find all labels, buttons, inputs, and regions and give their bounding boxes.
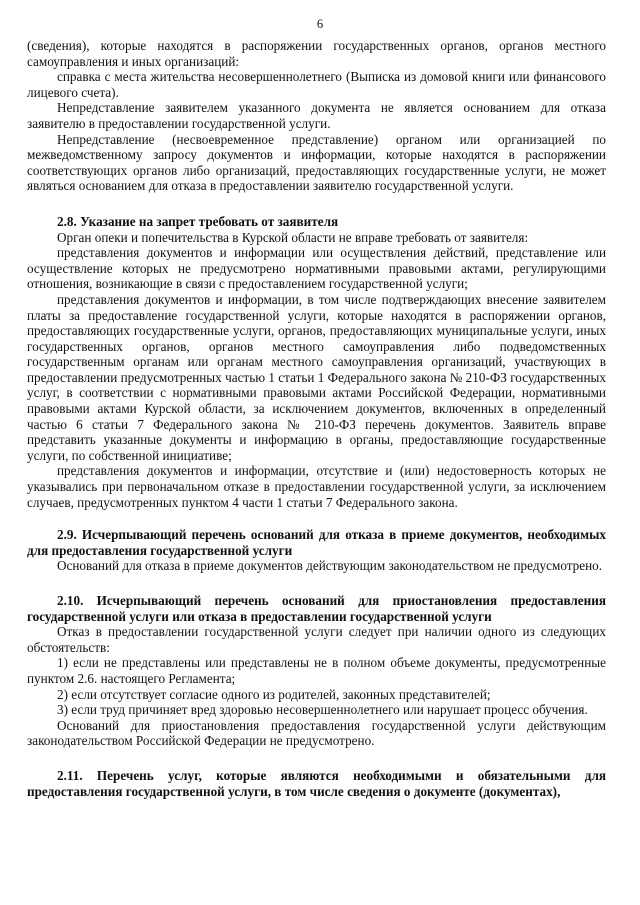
section-heading-2-8: 2.8. Указание на запрет требовать от заявителя [57,213,339,229]
paragraph: справка с места жительства несовершеннолетнего (Выписка из домовой книги или финансового лицевого счета). [27,69,606,100]
paragraph: Орган опеки и попечительства в Курской области не вправе требовать от заявителя: [57,229,529,245]
paragraph: представления документов и информации, отсутствие и (или) недостоверность которых не указывались при первоначальном отказе в предоставлении государственной услуги, за исключением случаев, предусмотренных пунктом 4 части 1 статьи 7 Федерального закона. [27,463,606,510]
list-item: 3) если труд причиняет вред здоровью несовершеннолетнего или нарушает процесс обучения. [57,702,588,718]
paragraph: Непредставление заявителем указанного документа не является основанием для отказа заявителю в предоставлении государственной услуги. [27,100,606,131]
list-item: 2) если отсутствует согласие одного из родителей, законных представителей; [57,686,491,702]
page-number: 6 [316,17,324,31]
paragraph: Отказ в предоставлении государственной услуги следует при наличии одного из следующих обстоятельств: [27,624,606,655]
paragraph: Непредставление (несвоевременное представление) органом или организацией по межведомственному запросу документов и информации, которые находятся в распоряжении соответствующих органов либо организаций, предоставляющих государственные услуги, не может являться основанием для отказа в предоставлении заявителю государственной услуги. [27,131,606,194]
section-heading-2-9: 2.9. Исчерпывающий перечень оснований для отказа в приеме документов, необходимых для предоставления государственной услуги [27,527,606,558]
paragraph: (сведения), которые находятся в распоряжении государственных органов, органов местного самоуправления и иных организаций: [27,38,606,69]
paragraph: представления документов и информации или осуществления действий, представление или осуществление которых не предусмотрено нормативными правовыми актами, регулирующими отношения, возникающие в связи с предоставлением государственной услуги; [27,245,606,292]
paragraph: представления документов и информации, в том числе подтверждающих внесение заявителем платы за предоставление государственной услуги, которые находятся в распоряжении органов, предоставляющих государственные услуги, органов, предоставляющих муниципальные услуги, иных государственных органов, органов местного самоуправления либо подведомственных государственным органам или органам местного самоуправления организаций, участвующих в предоставлении предусмотренных частью 1 статьи 1 Федерального закона № 210-ФЗ государственных услуг, в соответствии с нормативными правовыми актами Российской Федерации, нормативными правовыми актами Курской области, за исключением документов, включенных в определенный частью 6 статьи 7 Федерального закона № 210-ФЗ перечень документов. Заявитель вправе представить указанные документы и информацию в органы, предоставляющие государственные услуги, по собственной инициативе; [27,291,606,463]
list-item: 1) если не представлены или представлены не в полном объеме документы, предусмотренные пунктом 2.6. настоящего Регламента; [27,655,606,686]
section-heading-2-11: 2.11. Перечень услуг, которые являются необходимыми и обязательными для предоставления государственной услуги, в том числе сведения о документе (документах), [27,767,606,799]
paragraph: Оснований для отказа в приеме документов действующим законодательством не предусмотрено. [57,558,603,574]
paragraph: Оснований для приостановления предоставления государственной услуги действующим законодательством Российской Федерации не предусмотрено. [27,717,606,749]
document-body [27,38,606,799]
section-heading-2-10: 2.10. Исчерпывающий перечень оснований для приостановления предоставления государственной услуги или отказа в предоставлении государственной услуги [27,593,606,624]
